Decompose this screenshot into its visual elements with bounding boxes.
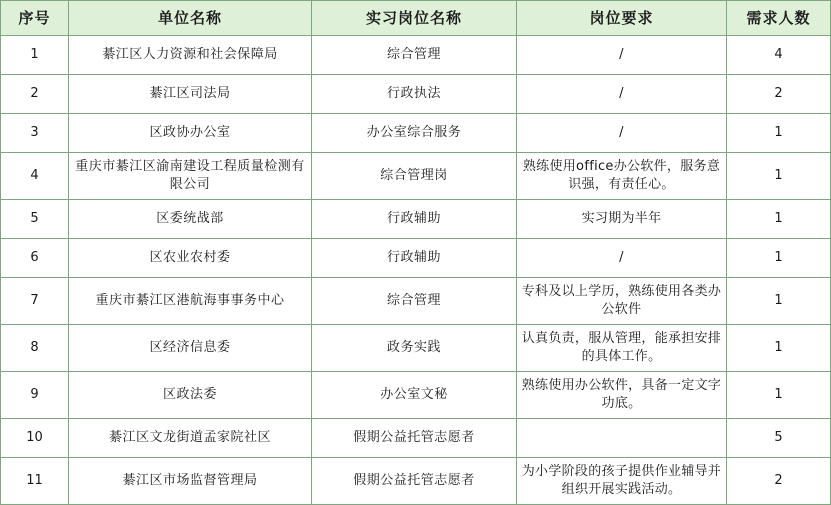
table-row bbox=[1, 114, 831, 153]
cell-requirement: / bbox=[517, 75, 727, 114]
cell-requirement bbox=[517, 419, 727, 458]
column-header-index: 序号 bbox=[1, 1, 69, 36]
cell-index: 2 bbox=[1, 75, 69, 114]
cell-unit: 区经济信息委 bbox=[69, 325, 312, 372]
column-header-unit: 单位名称 bbox=[69, 1, 312, 36]
cell-requirement: 熟练使用办公软件，具备一定文字功底。 bbox=[517, 372, 727, 419]
cell-post: 行政执法 bbox=[312, 75, 517, 114]
cell-post: 假期公益托管志愿者 bbox=[312, 419, 517, 458]
cell-index: 6 bbox=[1, 239, 69, 278]
table-row bbox=[1, 153, 831, 200]
table-row bbox=[1, 200, 831, 239]
cell-post: 综合管理 bbox=[312, 36, 517, 75]
cell-unit: 綦江区司法局 bbox=[69, 75, 312, 114]
cell-unit: 区委统战部 bbox=[69, 200, 312, 239]
table-row bbox=[1, 36, 831, 75]
cell-count: 2 bbox=[727, 458, 831, 505]
cell-unit: 区政法委 bbox=[69, 372, 312, 419]
cell-index: 4 bbox=[1, 153, 69, 200]
cell-post: 综合管理岗 bbox=[312, 153, 517, 200]
cell-count: 1 bbox=[727, 153, 831, 200]
cell-index: 7 bbox=[1, 278, 69, 325]
cell-unit: 重庆市綦江区渝南建设工程质量检测有限公司 bbox=[69, 153, 312, 200]
cell-count: 1 bbox=[727, 372, 831, 419]
cell-index: 5 bbox=[1, 200, 69, 239]
column-header-requirement: 岗位要求 bbox=[517, 1, 727, 36]
cell-index: 9 bbox=[1, 372, 69, 419]
table-row bbox=[1, 372, 831, 419]
cell-requirement: 熟练使用office办公软件，服务意识强，有责任心。 bbox=[517, 153, 727, 200]
cell-requirement: / bbox=[517, 36, 727, 75]
cell-count: 1 bbox=[727, 200, 831, 239]
table-row bbox=[1, 458, 831, 505]
cell-post: 政务实践 bbox=[312, 325, 517, 372]
cell-index: 10 bbox=[1, 419, 69, 458]
cell-count: 1 bbox=[727, 278, 831, 325]
cell-post: 行政辅助 bbox=[312, 239, 517, 278]
cell-unit: 区农业农村委 bbox=[69, 239, 312, 278]
cell-post: 综合管理 bbox=[312, 278, 517, 325]
cell-requirement: 实习期为半年 bbox=[517, 200, 727, 239]
table-body bbox=[1, 36, 831, 505]
cell-requirement: / bbox=[517, 239, 727, 278]
cell-unit: 綦江区文龙街道孟家院社区 bbox=[69, 419, 312, 458]
cell-unit: 綦江区市场监督管理局 bbox=[69, 458, 312, 505]
cell-unit: 区政协办公室 bbox=[69, 114, 312, 153]
cell-post: 办公室文秘 bbox=[312, 372, 517, 419]
cell-count: 5 bbox=[727, 419, 831, 458]
cell-unit: 重庆市綦江区港航海事事务中心 bbox=[69, 278, 312, 325]
column-header-count: 需求人数 bbox=[727, 1, 831, 36]
cell-index: 3 bbox=[1, 114, 69, 153]
table-row bbox=[1, 325, 831, 372]
cell-index: 1 bbox=[1, 36, 69, 75]
cell-requirement: 认真负责，服从管理，能承担安排的具体工作。 bbox=[517, 325, 727, 372]
table-row bbox=[1, 75, 831, 114]
cell-post: 办公室综合服务 bbox=[312, 114, 517, 153]
table-row bbox=[1, 419, 831, 458]
cell-requirement: 专科及以上学历，熟练使用各类办公软件 bbox=[517, 278, 727, 325]
cell-unit: 綦江区人力资源和社会保障局 bbox=[69, 36, 312, 75]
cell-index: 11 bbox=[1, 458, 69, 505]
column-header-post: 实习岗位名称 bbox=[312, 1, 517, 36]
cell-post: 假期公益托管志愿者 bbox=[312, 458, 517, 505]
cell-post: 行政辅助 bbox=[312, 200, 517, 239]
cell-count: 2 bbox=[727, 75, 831, 114]
table-header bbox=[1, 1, 831, 36]
cell-count: 1 bbox=[727, 325, 831, 372]
cell-index: 8 bbox=[1, 325, 69, 372]
cell-count: 1 bbox=[727, 114, 831, 153]
cell-requirement: / bbox=[517, 114, 727, 153]
table-header-row bbox=[1, 1, 831, 36]
cell-count: 4 bbox=[727, 36, 831, 75]
table-row bbox=[1, 239, 831, 278]
table-row bbox=[1, 278, 831, 325]
cell-requirement: 为小学阶段的孩子提供作业辅导并组织开展实践活动。 bbox=[517, 458, 727, 505]
cell-count: 1 bbox=[727, 239, 831, 278]
